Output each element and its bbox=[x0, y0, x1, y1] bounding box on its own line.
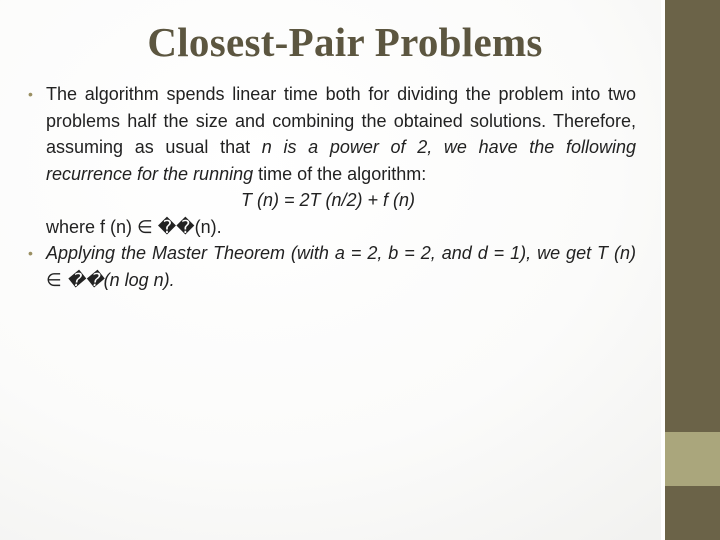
bullet-icon: • bbox=[28, 245, 33, 261]
recurrence-equation: T (n) = 2T (n/2) + f (n) bbox=[241, 190, 416, 210]
bullet-icon: • bbox=[28, 86, 33, 102]
bullet-1-text: The algorithm spends linear time both for dividing the problem into two problems half the size and combining the obtained solutions. Therefore, assuming as usual that bbox=[46, 84, 636, 157]
where-clause: where f (n) ∈ ��(n). bbox=[46, 216, 222, 237]
bullet-item-1 bbox=[28, 81, 636, 187]
decorative-sidebar-accent bbox=[665, 432, 720, 486]
bullet-1-italic-text: n is a power of 2, we have the following recurrence for the running bbox=[46, 137, 637, 184]
slide-title: Closest-Pair Problems bbox=[147, 19, 543, 65]
bullet-1-text-end: time of the algorithm: bbox=[253, 163, 427, 184]
bullet-2-text: Applying the Master Theorem (with a = 2, b = 2, and d = 1), we get T (n) ∈ ��(n log n). bbox=[46, 243, 636, 290]
slide-body bbox=[28, 81, 636, 293]
bullet-item-2 bbox=[28, 240, 636, 293]
